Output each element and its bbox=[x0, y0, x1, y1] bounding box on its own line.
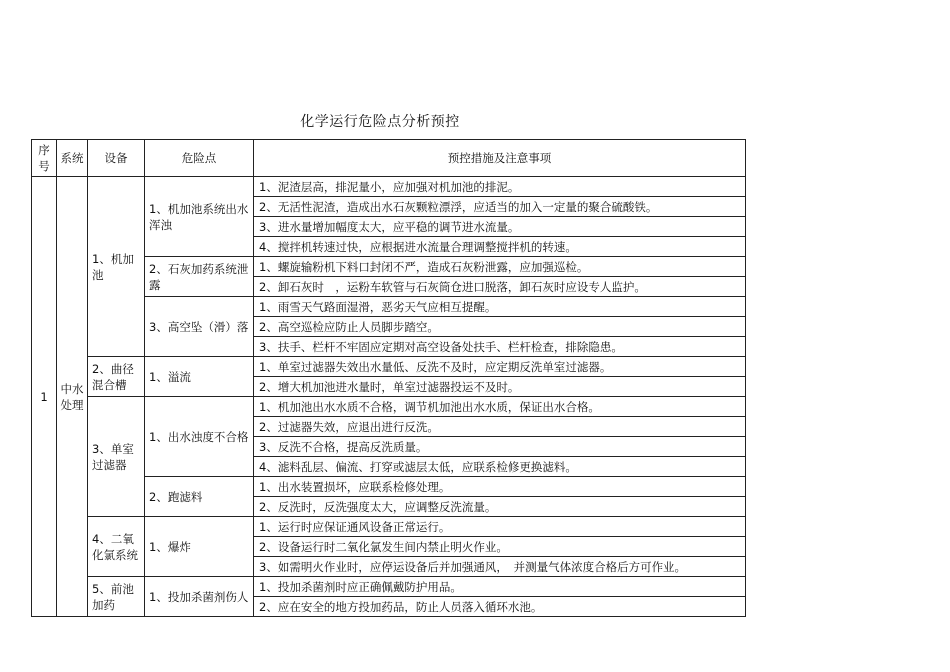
hazard-cell: 1、爆炸 bbox=[145, 517, 254, 577]
measure-cell: 1、单室过滤器失效出水量低、反洗不及时，应定期反洗单室过滤器。 bbox=[254, 357, 746, 377]
table-row bbox=[32, 357, 746, 377]
header-equipment: 设备 bbox=[88, 140, 145, 177]
equipment-cell: 2、曲径混合槽 bbox=[88, 357, 145, 397]
equipment-cell: 1、机加池 bbox=[88, 177, 145, 357]
measure-cell: 4、搅拌机转速过快，应根据进水流量合理调整搅拌机的转速。 bbox=[254, 237, 746, 257]
measure-cell: 1、泥渣层高，排泥量小，应加强对机加池的排泥。 bbox=[254, 177, 746, 197]
measure-cell: 1、出水装置损坏，应联系检修处理。 bbox=[254, 477, 746, 497]
table-header-row bbox=[32, 140, 746, 177]
measure-cell: 2、无活性泥渣，造成出水石灰颗粒漂浮，应适当的加入一定量的聚合硫酸铁。 bbox=[254, 197, 746, 217]
equipment-cell: 3、单室过滤器 bbox=[88, 397, 145, 517]
hazard-cell: 1、机加池系统出水浑浊 bbox=[145, 177, 254, 257]
table-row bbox=[32, 577, 746, 597]
measure-cell: 1、运行时应保证通风设备正常运行。 bbox=[254, 517, 746, 537]
table-row bbox=[32, 397, 746, 417]
table-row bbox=[32, 177, 746, 197]
header-measures: 预控措施及注意事项 bbox=[254, 140, 746, 177]
measure-cell: 2、卸石灰时 ，运粉车软管与石灰筒仓进口脱落，卸石灰时应设专人监护。 bbox=[254, 277, 746, 297]
hazard-analysis-table bbox=[31, 139, 746, 617]
measure-cell: 1、雨雪天气路面湿滑，恶劣天气应相互提醒。 bbox=[254, 297, 746, 317]
measure-cell: 2、过滤器失效，应退出进行反洗。 bbox=[254, 417, 746, 437]
header-system: 系统 bbox=[57, 140, 88, 177]
table-row bbox=[32, 517, 746, 537]
measure-cell: 2、增大机加池进水量时，单室过滤器投运不及时。 bbox=[254, 377, 746, 397]
measure-cell: 4、滤料乱层、偏流、打穿或滤层太低，应联系检修更换滤料。 bbox=[254, 457, 746, 477]
equipment-cell: 4、二氧化氯系统 bbox=[88, 517, 145, 577]
measure-cell: 1、机加池出水水质不合格，调节机加池出水水质，保证出水合格。 bbox=[254, 397, 746, 417]
measure-cell: 3、扶手、栏杆不牢固应定期对高空设备处扶手、栏杆检查，排除隐患。 bbox=[254, 337, 746, 357]
measure-cell: 2、设备运行时二氧化氯发生间内禁止明火作业。 bbox=[254, 537, 746, 557]
measure-cell: 2、反洗时，反洗强度太大，应调整反洗流量。 bbox=[254, 497, 746, 517]
document-title: 化学运行危险点分析预控 bbox=[300, 114, 460, 130]
hazard-cell: 1、投加杀菌剂伤人 bbox=[145, 577, 254, 617]
measure-cell: 1、投加杀菌剂时应正确佩戴防护用品。 bbox=[254, 577, 746, 597]
hazard-cell: 1、出水浊度不合格 bbox=[145, 397, 254, 477]
header-hazard: 危险点 bbox=[145, 140, 254, 177]
measure-cell: 2、应在安全的地方投加药品，防止人员落入循环水池。 bbox=[254, 597, 746, 617]
measure-cell: 2、高空巡检应防止人员脚步踏空。 bbox=[254, 317, 746, 337]
header-seq: 序号 bbox=[32, 140, 57, 177]
system-cell: 中水处理 bbox=[57, 177, 88, 617]
equipment-cell: 5、前池加药 bbox=[88, 577, 145, 617]
measure-cell: 3、如需明火作业时，应停运设备后并加强通风， 并测量气体浓度合格后方可作业。 bbox=[254, 557, 746, 577]
measure-cell: 3、进水量增加幅度太大，应平稳的调节进水流量。 bbox=[254, 217, 746, 237]
hazard-cell: 3、高空坠（滑）落 bbox=[145, 297, 254, 357]
hazard-cell: 2、石灰加药系统泄露 bbox=[145, 257, 254, 297]
measure-cell: 1、螺旋输粉机下料口封闭不严，造成石灰粉泄露，应加强巡检。 bbox=[254, 257, 746, 277]
hazard-cell: 2、跑滤料 bbox=[145, 477, 254, 517]
seq-cell: 1 bbox=[32, 177, 57, 617]
hazard-cell: 1、溢流 bbox=[145, 357, 254, 397]
measure-cell: 3、反洗不合格，提高反洗质量。 bbox=[254, 437, 746, 457]
